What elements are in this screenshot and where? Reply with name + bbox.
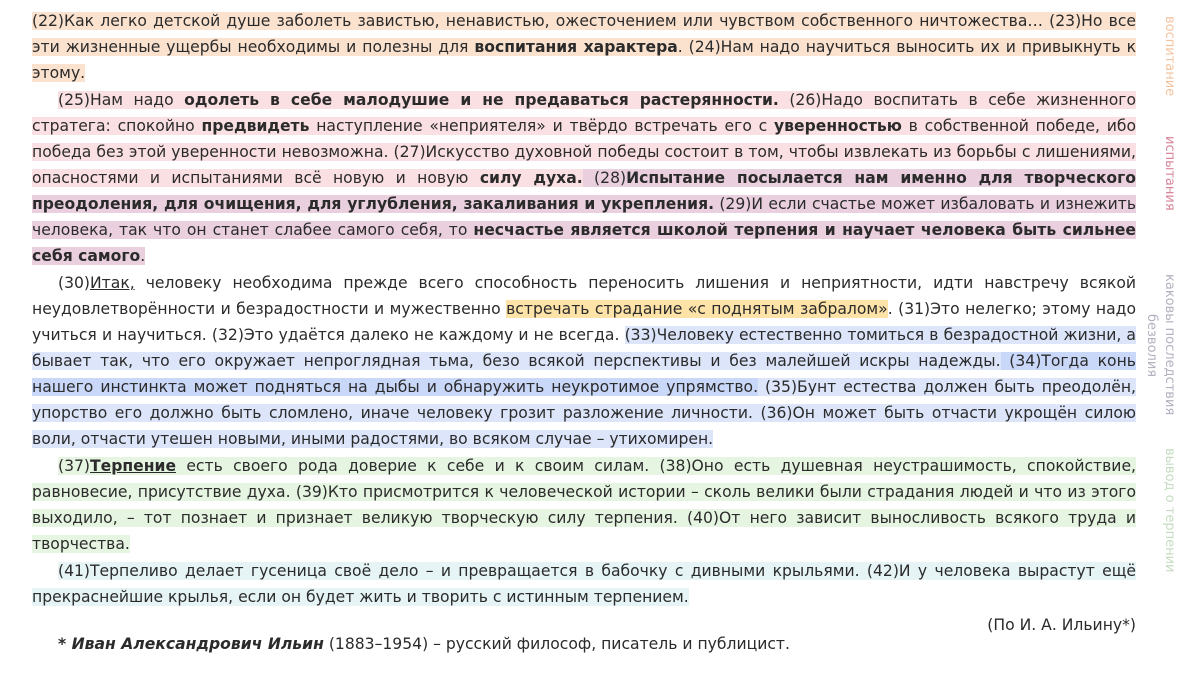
highlight-conclusion: (41)Терпеливо делает гусеница своё дело – и превращается в бабочку с дивными крыльями. (42)И у человека вырастут ещё прекраснейшие крылья, если он будет жить и творить с истинным терпением. xyxy=(32,562,1136,606)
attribution: (По И. А. Ильину*) xyxy=(987,616,1136,634)
side-label-consequences: каковы последствия xyxy=(1162,274,1177,416)
paragraph-patience xyxy=(32,453,1136,557)
side-label-consequences-2: безволия xyxy=(1144,314,1159,378)
document-text xyxy=(32,8,1136,638)
side-label-trials: испытания xyxy=(1162,136,1177,211)
highlight-visor: встречать страдание «с поднятым забралом» xyxy=(506,300,888,318)
footnote: * Иван Александрович Ильин (1883–1954) – русский философ, писатель и публицист. xyxy=(58,635,790,653)
paragraph-consequences: (30)Итак, человеку необходима прежде всего способность переносить лишения и неприятности, идти навстречу всякой неудовлетворённости и безрадостности и мужественно встречать страдание «с поднятым забралом». (31)Это нелегко; этому надо учиться и научиться. (32)Это удаётся далеко не каждому и не всегда. (33)Человеку естественно томиться в безрадостной жизни, а бывает так, что его окружает непроглядная тьма, безо всякой перспективы и без малейшей искры надежды. (34)Тогда конь нашего инстинкта может подняться на дыбы и обнаружить неукротимое упрямство. (35)Бунт естества должен быть преодолён, упорство его должно быть сломлено, иначе человеку грозит разложение личности. (36)Он может быть отчасти укрощён силою воли, отчасти утешен новыми, иными радостями, во всяком случае – утихомирен. xyxy=(32,274,1136,448)
highlight-darkness: (33)Человеку естественно томиться в безрадостной жизни, а бывает так, что его окружает непроглядная тьма, безо всякой перспективы и без малейшей искры надежды. xyxy=(32,326,1136,370)
highlight-trials: (25)Нам надо одолеть в себе малодушие и не предаваться растерянности. (26)Надо воспитать в себе жизненного стратега: спокойно предвидеть наступление «неприятеля» и твёрдо встречать его с уверенностью в собственной победе, ибо победа без этой уверенности невозможна. (27)Искусство духовной победы состоит в том, чтобы извлекать из борьбы с лишениями, опасностями и испытаниями всё новую и новую силу духа. xyxy=(32,91,1137,187)
highlight-upbringing: (22)Как легко детской душе заболеть завистью, ненавистью, ожесточением или чувством собственного ничтожества… (23)Но все эти жизненные ущербы необходимы и полезны для воспитания характера. (24)Нам надо научиться выносить их и привыкнуть к этому. xyxy=(32,12,1136,82)
paragraph-trials xyxy=(32,87,1136,269)
side-label-upbringing: воспитание xyxy=(1162,16,1177,97)
paragraph-upbringing xyxy=(32,8,1136,86)
side-label-patience: вывод о терпении xyxy=(1162,448,1177,573)
highlight-trials-strong: (28)Испытание посылается нам именно для творческого преодоления, для очищения, для углубления, закаливания и укрепления. (29)И если счастье может избаловать и изнежить человека, так что он станет слабее самого себя, то несчастье является школой терпения и научает человека быть сильнее себя самого. xyxy=(32,169,1137,265)
highlight-patience: (37)Терпение есть своего рода доверие к себе и к своим силам. (38)Оно есть душевная неустрашимость, спокойствие, равновесие, присутствие духа. (39)Кто присмотрится к человеческой истории – сколь велики были страдания людей и что из этого выходило, – тот познает и признает великую творческую силу терпения. (40)От него зависит выносливость всякого труда и творчества. xyxy=(32,457,1136,553)
highlight-rebellion: (35)Бунт естества должен быть преодолён, упорство его должно быть сломлено, иначе человеку грозит разложение личности. (36)Он может быть отчасти укрощён силою воли, отчасти утешен новыми, иными радостями, во всяком случае – утихомирен. xyxy=(32,378,1136,448)
highlight-instinct: (34)Тогда конь нашего инстинкта может подняться на дыбы и обнаружить неукротимое упрямство. xyxy=(32,352,1136,396)
paragraph-conclusion xyxy=(32,558,1136,610)
